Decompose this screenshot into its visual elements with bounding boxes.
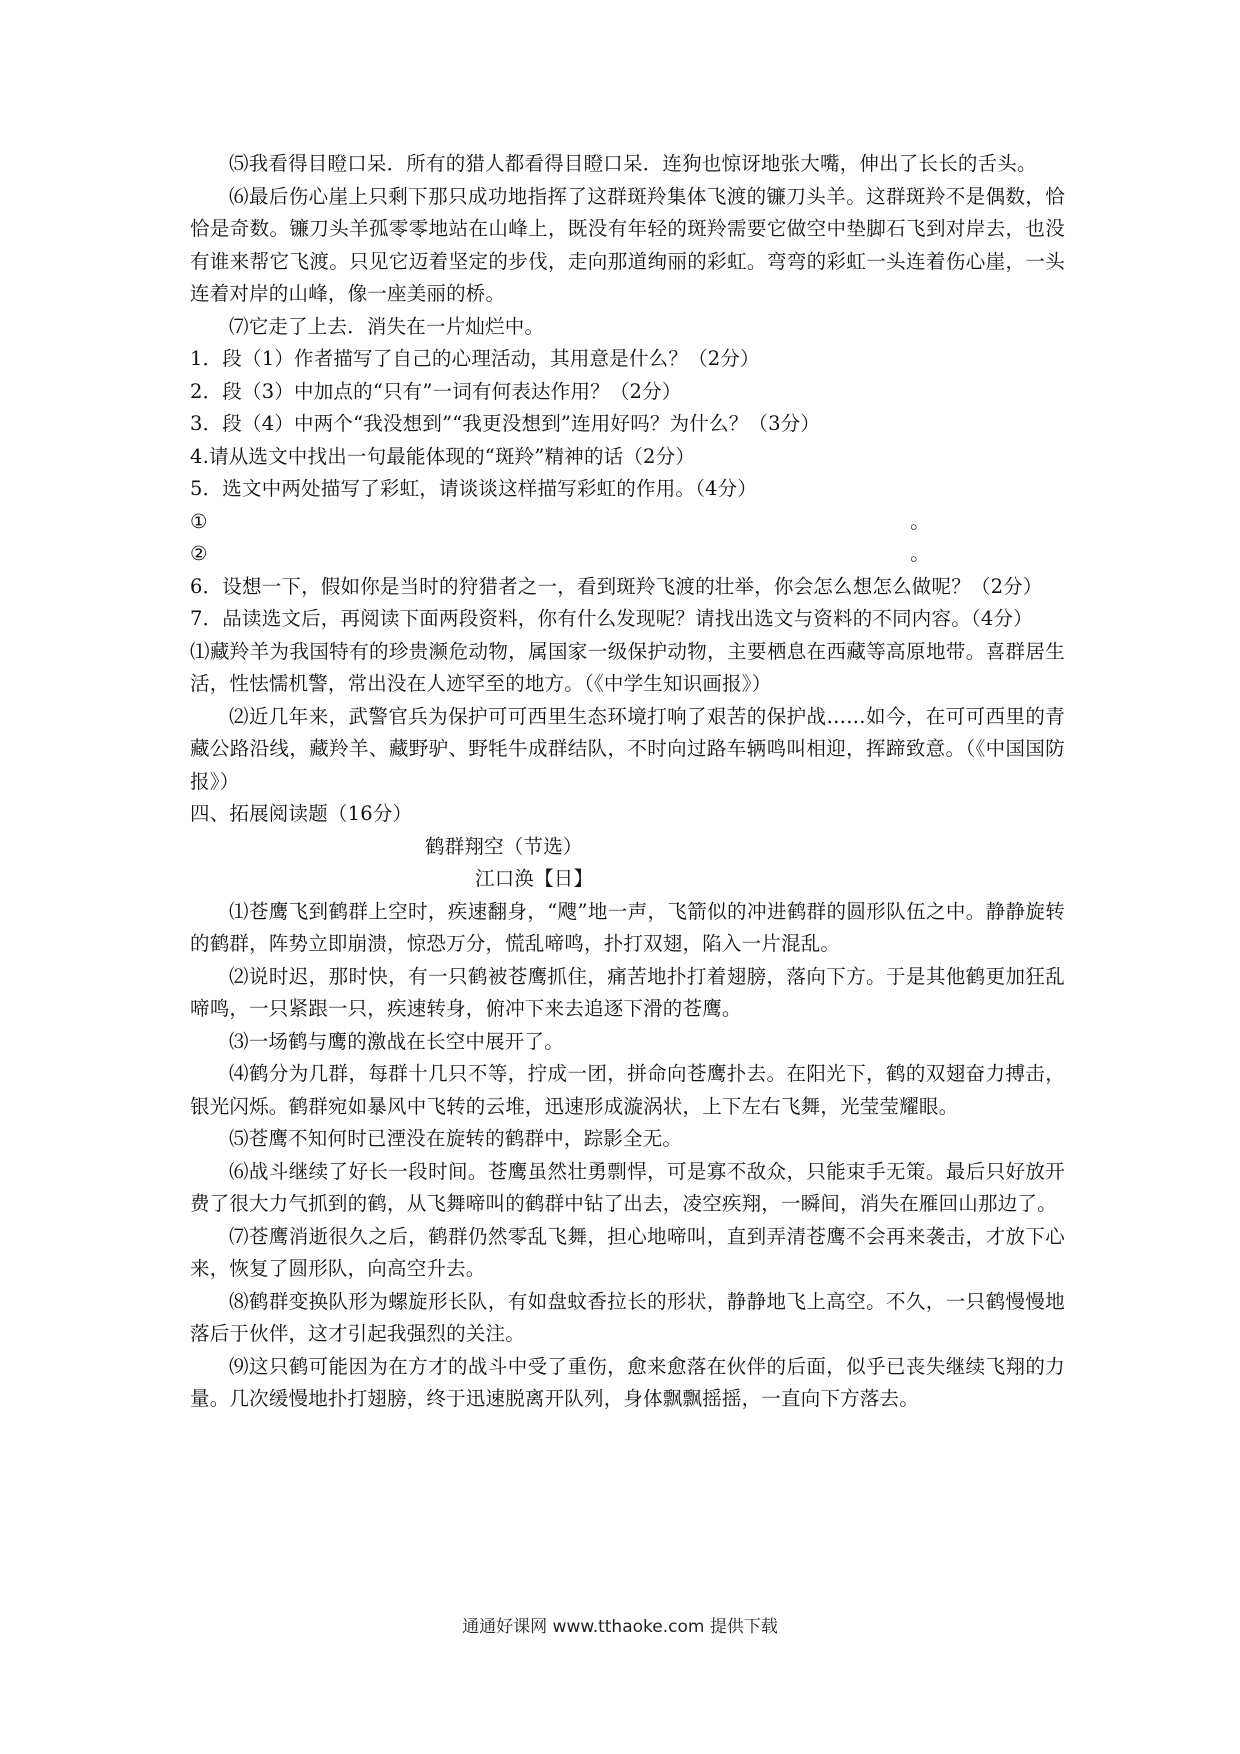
question-1: 1．段（1）作者描写了自己的心理活动，其用意是什么？（2分） xyxy=(190,347,760,370)
answer-blank-1 xyxy=(190,506,1065,539)
page-footer: 通通好课网 www.tthaoke.com 提供下载 xyxy=(462,1617,778,1637)
answer-marker-2: ② xyxy=(190,542,208,565)
question-3: 3．段（4）中两个“我没想到”“我更没想到”连用好吗？为什么？（3分） xyxy=(190,412,821,435)
article-paragraph: ⑹战斗继续了好长一段时间。苍鹰虽然壮勇剽悍，可是寡不敌众，只能束手无策。最后只好放开费了很大力气抓到的鹤，从飞舞啼叫的鹤群中钻了出去，凌空疾翔，一瞬间，消失在雁回山那边了。 xyxy=(190,1159,1065,1215)
article-paragraph: ⑴苍鹰飞到鹤群上空时，疾速翻身，“飕”地一声，飞箭似的冲进鹤群的圆形队伍之中。静静旋转的鹤群，阵势立即崩溃，惊恐万分，慌乱啼鸣，扑打双翅，陷入一片混乱。 xyxy=(190,899,1065,955)
question-2: 2．段（3）中加点的“只有”一词有何表达作用？（2分） xyxy=(190,379,682,403)
question-4: 4.请从选文中找出一句最能体现的“斑羚”精神的话（2分） xyxy=(190,444,696,468)
answer-end-2: 。 xyxy=(910,542,930,565)
section-heading: 四、拓展阅读题（16分） xyxy=(190,802,413,825)
document-body xyxy=(190,148,1065,1416)
question-5: 5．选文中两处描写了彩虹，请谈谈这样描写彩虹的作用。（4分） xyxy=(190,477,758,500)
answer-marker-1: ① xyxy=(190,509,208,533)
passage-paragraph-6: ⑹最后伤心崖上只剩下那只成功地指挥了这群斑羚集体飞渡的镰刀头羊。这群斑羚不是偶数，恰恰是奇数。镰刀头羊孤零零地站在山峰上，既没有年轻的斑羚需要它做空中垫脚石飞到对岸去，也没有谁来帮它飞渡。只见它迈着坚定的步伐，走向那道绚丽的彩虹。弯弯的彩虹一头连着伤心崖，一头连着对岸的山峰，像一座美丽的桥。 xyxy=(190,184,1065,305)
article-paragraph: ⑸苍鹰不知何时已湮没在旋转的鹤群中，踪影全无。 xyxy=(229,1127,683,1150)
question-6: 6．设想一下，假如你是当时的狩猎者之一，看到斑羚飞渡的壮举，你会怎么想怎么做呢？（2分） xyxy=(190,574,1043,598)
passage-paragraph-5: ⑸我看得目瞪口呆．所有的猎人都看得目瞪口呆．连狗也惊讶地张大嘴，伸出了长长的舌头。 xyxy=(229,152,1037,175)
article-title: 鹤群翔空（节选） xyxy=(425,834,583,858)
article-paragraph: ⑻鹤群变换队形为螺旋形长队，有如盘蚊香拉长的形状，静静地飞上高空。不久，一只鹤慢慢地落后于伙伴，这才引起我强烈的关注。 xyxy=(190,1289,1065,1345)
article-paragraph: ⑷鹤分为几群，每群十几只不等，拧成一团，拼命向苍鹰扑去。在阳光下，鹤的双翅奋力搏击，银光闪烁。鹤群宛如暴风中飞转的云堆，迅速形成漩涡状，上下左右飞舞，光莹莹耀眼。 xyxy=(190,1062,1065,1118)
material-1: ⑴藏羚羊为我国特有的珍贵濒危动物，属国家一级保护动物，主要栖息在西藏等高原地带。喜群居生活，性怯懦机警，常出没在人迹罕至的地方。（《中学生知识画报》） xyxy=(190,639,1065,695)
answer-end-1: 。 xyxy=(910,509,930,533)
article-paragraph: ⑵说时迟，那时快，有一只鹤被苍鹰抓住，痛苦地扑打着翅膀，落向下方。于是其他鹤更加狂乱啼鸣，一只紧跟一只，疾速转身，俯冲下来去追逐下滑的苍鹰。 xyxy=(190,964,1065,1020)
article-author: 江口涣【日】 xyxy=(475,867,594,890)
article-paragraph: ⑺苍鹰消逝很久之后，鹤群仍然零乱飞舞，担心地啼叫，直到弄清苍鹰不会再来袭击，才放下心来，恢复了圆形队，向高空升去。 xyxy=(190,1224,1065,1280)
article-paragraph: ⑶一场鹤与鹰的激战在长空中展开了。 xyxy=(229,1029,564,1053)
question-7: 7．品读选文后，再阅读下面两段资料，你有什么发现呢？请找出选文与资料的不同内容。（4分） xyxy=(190,607,1033,630)
answer-blank-2 xyxy=(190,538,1065,571)
passage-paragraph-7: ⑺它走了上去．消失在一片灿烂中。 xyxy=(229,314,545,338)
article-paragraph: ⑼这只鹤可能因为在方才的战斗中受了重伤，愈来愈落在伙伴的后面，似乎已丧失继续飞翔的力量。几次缓慢地扑打翅膀，终于迅速脱离开队列，身体飘飘摇摇，一直向下方落去。 xyxy=(190,1354,1065,1410)
material-2: ⑵近几年来，武警官兵为保护可可西里生态环境打响了艰苦的保护战……如今，在可可西里的青藏公路沿线，藏羚羊、藏野驴、野牦牛成群结队，不时向过路车辆鸣叫相迎，挥蹄致意。（《中国国防报》） xyxy=(190,704,1065,793)
